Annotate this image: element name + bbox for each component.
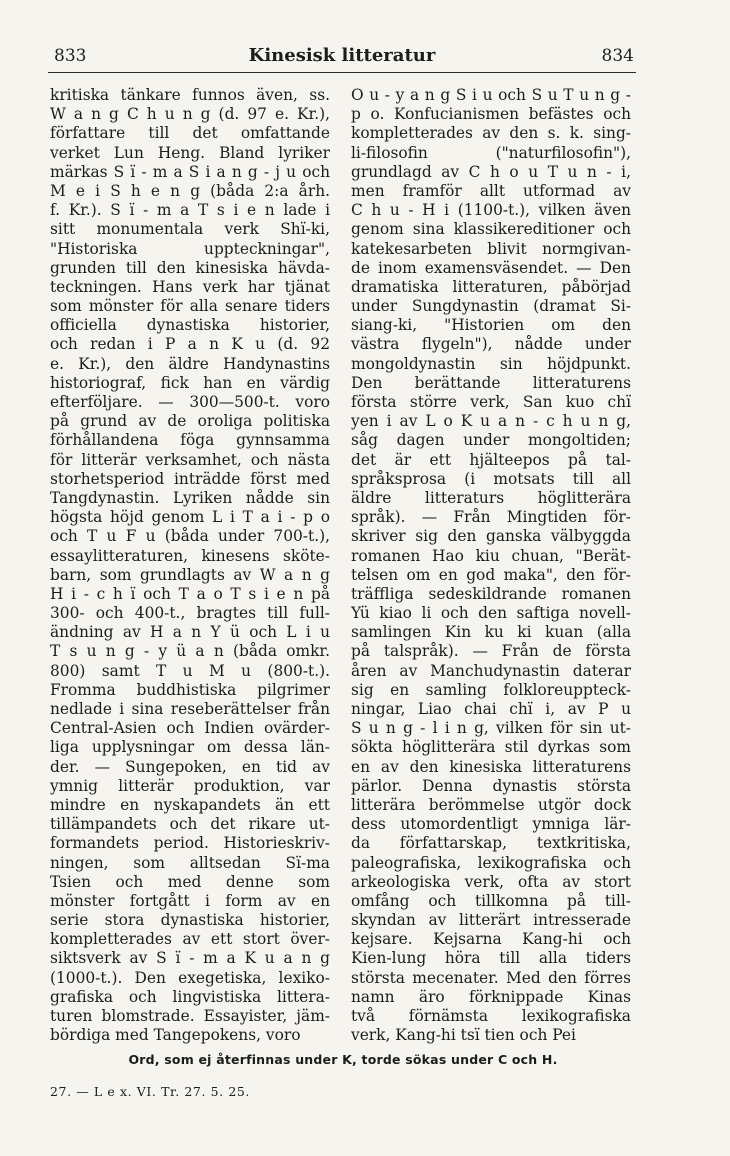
- text-line: kritiska tänkare funnos även, ss.: [50, 86, 330, 104]
- text-line: verk, Kang-hi tsï tien och Pei: [351, 1026, 576, 1045]
- text-line: omfång och tillkomna på till-: [351, 891, 631, 910]
- text-line: genom sina klassikereditioner och: [351, 220, 631, 239]
- text-line: sitt monumentala verk Shï-ki,: [50, 220, 330, 239]
- text-line: "Historiska uppteckningar",: [50, 239, 330, 258]
- text-line: arkeologiska verk, ofta av stort: [351, 872, 631, 891]
- left-column: [50, 86, 330, 1045]
- text-line: förhållandena föga gynnsamma: [50, 431, 330, 450]
- text-line: S u n g - l i n g, vilken för sin ut-: [351, 719, 631, 738]
- page-number-right: 834: [601, 46, 634, 66]
- text-line: Yü kiao li och den saftiga novell-: [351, 604, 631, 623]
- text-line: sig en samling folkloreuppteck-: [351, 680, 631, 699]
- text-line: da författarskap, textkritiska,: [351, 834, 631, 853]
- text-line: språk). — Från Mingtiden för-: [351, 508, 631, 527]
- text-line: M e i S h e n g (båda 2:a årh.: [50, 181, 330, 200]
- text-line: grundlagd av C h o u T u n - i,: [351, 162, 631, 181]
- text-line: romanen Hao kiu chuan, "Berät-: [351, 546, 631, 565]
- text-line: siang-ki, "Historien om den: [351, 316, 631, 335]
- text-line: e. Kr.), den äldre Handynastins: [50, 354, 330, 373]
- text-line: O u - y a n g S i u och S u T u n g -: [351, 86, 631, 104]
- text-line: kejsare. Kejsarna Kang-hi och: [351, 930, 631, 949]
- text-line: grafiska och lingvistiska littera-: [50, 987, 330, 1006]
- text-line: skyndan av litterärt intresserade: [351, 911, 631, 930]
- text-line: f. Kr.). S ï - m a T s i e n lade i: [50, 201, 330, 220]
- right-column: [351, 86, 631, 1045]
- text-line: siktsverk av S ï - m a K u a n g: [50, 949, 330, 968]
- text-line: essaylitteraturen, kinesens sköte-: [50, 546, 330, 565]
- text-line: mindre en nyskapandets än ett: [50, 795, 330, 814]
- text-line: W a n g C h u n g (d. 97 e. Kr.),: [50, 105, 330, 124]
- text-line: historiograf, fick han en värdig: [50, 373, 330, 392]
- text-line: skriver sig den ganska välbyggda: [351, 527, 631, 546]
- text-line: ningen, som alltsedan Sï-ma: [50, 853, 330, 872]
- text-line: mönster fortgått i form av en: [50, 891, 330, 910]
- text-line: 300- och 400-t., bragtes till full-: [50, 604, 330, 623]
- text-line: teckningen. Hans verk har tjänat: [50, 277, 330, 296]
- footnote: Ord, som ej återfinnas under K, torde sökas under C och H.: [128, 1052, 558, 1067]
- text-line: katekesarbeten blivit normgivan-: [351, 239, 631, 258]
- text-line: efterföljare. — 300—500-t. voro: [50, 393, 330, 411]
- text-line: träffliga sedeskildrande romanen: [351, 584, 631, 603]
- text-line: Kien-lung höra till alla tiders: [351, 949, 631, 968]
- text-line: tillämpandets och det rikare ut-: [50, 815, 330, 834]
- text-line: p o. Konfucianismen befästes och: [351, 105, 631, 124]
- text-line: en av den kinesiska litteraturens: [351, 757, 631, 776]
- text-line: mongoldynastin sin höjdpunkt.: [351, 354, 631, 373]
- text-line: under Sungdynastin (dramat Si-: [351, 297, 631, 316]
- text-line: dramatiska litteraturen, påbörjad: [351, 277, 631, 296]
- text-line: turen blomstrade. Essayister, jäm-: [50, 1007, 330, 1025]
- text-line: författare till det omfattande: [50, 124, 330, 143]
- text-line: och T u F u (båda under 700-t.),: [50, 527, 330, 546]
- text-line: Tsien och med denne som: [50, 872, 330, 891]
- text-line: som mönster för alla senare tiders: [50, 297, 330, 316]
- printer-signature: 27. — L e x. VI. Tr. 27. 5. 25.: [50, 1084, 250, 1099]
- text-line: de inom examensväsendet. — Den: [351, 258, 631, 277]
- text-line: barn, som grundlagts av W a n g: [50, 565, 330, 584]
- text-line: språksprosa (i motsats till all: [351, 469, 631, 488]
- text-line: verket Lun Heng. Bland lyriker: [50, 143, 330, 162]
- text-line: samlingen Kin ku ki kuan (alla: [351, 623, 631, 642]
- text-line: Den berättande litteraturens: [351, 373, 631, 392]
- text-line: för litterär verksamhet, och nästa: [50, 450, 330, 469]
- text-line: li-filosofin ("naturfilosofin"),: [351, 143, 631, 162]
- text-line: ymnig litterär produktion, var: [50, 776, 330, 795]
- text-line: såg dagen under mongoltiden;: [351, 431, 631, 450]
- text-line: paleografiska, lexikografiska och: [351, 853, 631, 872]
- text-line: dess utomordentligt ymniga lär-: [351, 815, 631, 834]
- text-line: namn äro förknippade Kinas: [351, 987, 631, 1006]
- text-line: serie stora dynastiska historier,: [50, 911, 330, 930]
- text-line: märkas S ï - m a S i a n g - j u och: [50, 162, 330, 181]
- text-line: på grund av de oroliga politiska: [50, 412, 330, 431]
- text-line: Central-Asien och Indien ovärder-: [50, 719, 330, 738]
- text-line: der. — Sungepoken, en tid av: [50, 757, 330, 776]
- text-line: (1000-t.). Den exegetiska, lexiko-: [50, 968, 330, 987]
- text-line: två förnämsta lexikografiska: [351, 1007, 631, 1025]
- text-line: formandets period. Historieskriv-: [50, 834, 330, 853]
- text-line: på talspråk). — Från de första: [351, 642, 631, 661]
- text-line: T s u n g - y ü a n (båda omkr.: [50, 642, 330, 661]
- text-line: bördiga med Tangepokens, voro: [50, 1026, 301, 1045]
- text-line: liga upplysningar om dessa län-: [50, 738, 330, 757]
- text-line: H i - c h ï och T a o T s i e n på: [50, 584, 330, 603]
- text-line: åren av Manchudynastin daterar: [351, 661, 631, 680]
- text-line: äldre litteraturs höglitterära: [351, 488, 631, 507]
- text-line: litterära berömmelse utgör dock: [351, 795, 631, 814]
- text-line: västra flygeln"), nådde under: [351, 335, 631, 354]
- text-line: och redan i P a n K u (d. 92: [50, 335, 330, 354]
- running-header: [48, 44, 636, 73]
- running-title: Kinesisk litteratur: [248, 45, 436, 66]
- text-line: Tangdynastin. Lyriken nådde sin: [50, 488, 330, 507]
- text-line: yen i av L o K u a n - c h u n g,: [351, 412, 631, 431]
- text-line: men framför allt utformad av: [351, 181, 631, 200]
- text-line: det är ett hjälteepos på tal-: [351, 450, 631, 469]
- text-line: kompletterades av ett stort över-: [50, 930, 330, 949]
- text-line: sökta höglitterära stil dyrkas som: [351, 738, 631, 757]
- text-line: Fromma buddhistiska pilgrimer: [50, 680, 330, 699]
- text-line: pärlor. Denna dynastis största: [351, 776, 631, 795]
- text-line: grunden till den kinesiska hävda-: [50, 258, 330, 277]
- text-line: C h u - H i (1100-t.), vilken även: [351, 201, 631, 220]
- text-line: storhetsperiod inträdde först med: [50, 469, 330, 488]
- text-line: första större verk, San kuo chï: [351, 393, 631, 411]
- text-line: största mecenater. Med den förres: [351, 968, 631, 987]
- text-line: kompletterades av den s. k. sing-: [351, 124, 631, 143]
- text-line: ändning av H a n Y ü och L i u: [50, 623, 330, 642]
- text-line: ningar, Liao chai chï i, av P u: [351, 700, 631, 718]
- text-line: högsta höjd genom L i T a i - p o: [50, 508, 330, 527]
- text-line: officiella dynastiska historier,: [50, 316, 330, 335]
- page-number-left: 833: [54, 46, 87, 66]
- text-line: telsen om en god maka", den för-: [351, 565, 631, 584]
- text-line: 800) samt T u M u (800-t.).: [50, 661, 330, 680]
- text-line: nedlade i sina reseberättelser från: [50, 700, 330, 718]
